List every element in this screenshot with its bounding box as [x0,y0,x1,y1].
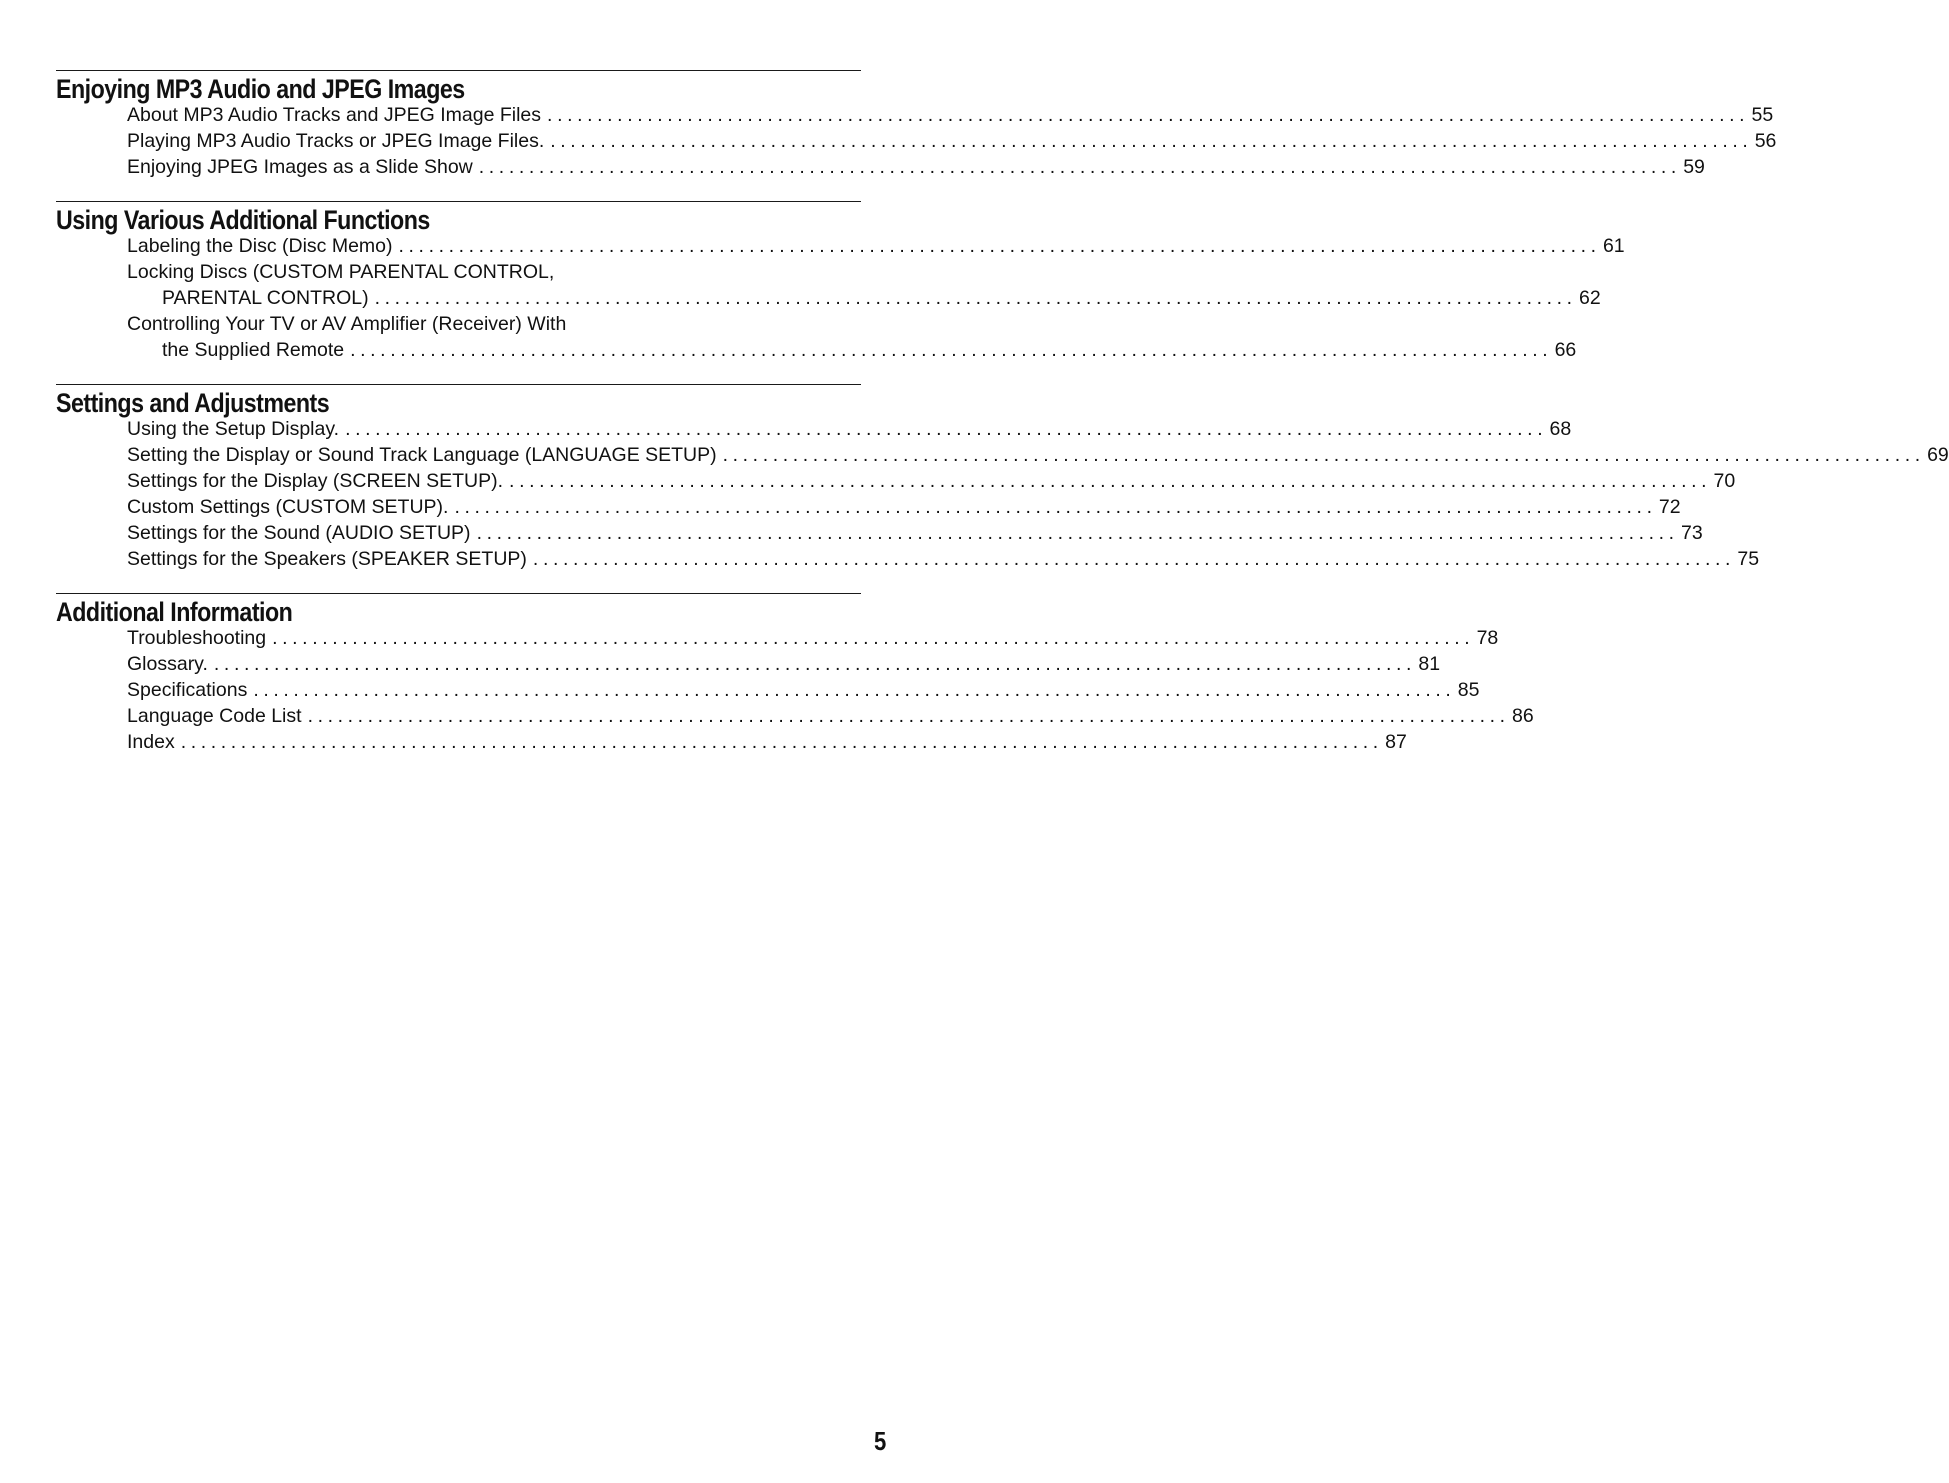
toc-page-number: 68 [1549,417,1572,440]
toc-entry-list [56,416,1949,573]
toc-entry[interactable] [127,677,1480,703]
toc-page-number: 85 [1457,679,1480,701]
toc-section [56,593,1534,756]
toc-entry-title: Using the Setup Display. [127,417,340,440]
toc-entry-title: Playing MP3 Audio Tracks or JPEG Image Files. [127,130,545,153]
dot-leader: ........................................................................................................................ [509,469,1712,492]
toc-entry[interactable] [127,442,1949,468]
toc-entry-title: About MP3 Audio Tracks and JPEG Image Files [127,104,542,126]
toc-entry[interactable] [127,154,1705,180]
page-number: 5 [874,1426,887,1456]
dot-leader: ........................................................................................................................ [253,679,1456,701]
toc-page-number: 73 [1681,522,1703,545]
toc-page-number: 69 [1927,443,1949,466]
toc-entry-title: Custom Settings (CUSTOM SETUP). [127,496,449,519]
dot-leader: ........................................................................................................................ [547,104,1750,126]
toc-entry[interactable] [127,494,1681,520]
section-heading: Using Various Additional Functions [56,204,430,235]
toc-entry-title: Locking Discs (CUSTOM PARENTAL CONTROL, [127,260,555,283]
section-heading: Additional Information [56,596,293,627]
toc-entry-title: Settings for the Sound (AUDIO SETUP) [127,522,471,545]
toc-entry[interactable] [127,703,1534,729]
dot-leader: ........................................................................................................................ [398,234,1601,257]
toc-entry[interactable] [127,625,1499,651]
section-heading: Enjoying MP3 Audio and JPEG Images [56,74,465,104]
toc-entry-title: Controlling Your TV or AV Amplifier (Receiver) With [127,313,567,336]
dot-leader: ........................................................................................................................ [307,705,1510,728]
toc-page-number: 81 [1418,652,1441,675]
dot-leader: ........................................................................................................................ [180,731,1383,754]
toc-page-number: 75 [1737,548,1760,571]
toc-page-number: 62 [1579,286,1601,309]
dot-leader: ........................................................................................................................ [550,130,1753,153]
table-of-contents [56,70,1949,776]
section-heading: Settings and Adjustments [56,387,330,418]
toc-section [56,384,1949,573]
toc-entry-title: Troubleshooting [127,626,267,649]
toc-page-number: 59 [1683,156,1705,179]
toc-page-number: 56 [1754,130,1777,153]
toc-entry[interactable] [127,651,1441,677]
dot-leader: ........................................................................................................................ [722,443,1925,466]
toc-entry-title: Index [127,731,175,754]
toc-page-number: 70 [1713,469,1736,492]
toc-entry-title: Enjoying JPEG Images as a Slide Show [127,156,473,179]
toc-entry[interactable] [127,468,1736,494]
toc-entry-title: Glossary. [127,652,208,675]
toc-entry[interactable] [127,520,1703,546]
toc-entry[interactable] [127,128,1777,154]
toc-page-number: 66 [1554,339,1577,362]
toc-entry-title: the Supplied Remote [162,339,345,362]
toc-entry[interactable] [127,233,1625,259]
toc-page-number: 86 [1512,705,1534,728]
dot-leader: ........................................................................................................................ [345,417,1548,440]
toc-page-number: 72 [1658,496,1681,519]
toc-entry-title: Language Code List [127,705,302,728]
toc-entry-list [56,233,1625,364]
toc-entry-title: Specifications [127,679,248,701]
dot-leader: ........................................................................................................................ [350,339,1553,362]
toc-section [56,70,1777,181]
toc-entry[interactable] [127,259,1601,311]
toc-entry-title: Settings for the Speakers (SPEAKER SETUP) [127,548,527,571]
toc-page-number: 55 [1751,104,1774,126]
toc-entry-list [56,625,1534,756]
toc-section [56,201,1625,364]
toc-page-number: 78 [1476,626,1499,649]
dot-leader: ........................................................................................................................ [272,626,1475,649]
toc-entry[interactable] [127,729,1407,755]
toc-entry-title: PARENTAL CONTROL) [162,286,369,309]
toc-entry[interactable] [127,416,1572,442]
dot-leader: ........................................................................................................................ [454,496,1657,519]
toc-entry-title: Setting the Display or Sound Track Language (LANGUAGE SETUP) [127,443,717,466]
dot-leader: ........................................................................................................................ [476,522,1679,545]
dot-leader: ........................................................................................................................ [478,156,1681,179]
dot-leader: ........................................................................................................................ [532,548,1736,571]
toc-entry[interactable] [127,546,1760,572]
toc-entry-title: Labeling the Disc (Disc Memo) [127,234,393,257]
toc-entry[interactable] [127,102,1774,128]
toc-entry-list [56,102,1777,181]
toc-page-number: 61 [1602,234,1625,257]
toc-page-number: 87 [1385,731,1407,754]
dot-leader: ........................................................................................................................ [374,286,1577,309]
toc-entry[interactable] [127,311,1577,363]
toc-entry-title: Settings for the Display (SCREEN SETUP). [127,469,504,492]
dot-leader: ........................................................................................................................ [213,652,1417,675]
